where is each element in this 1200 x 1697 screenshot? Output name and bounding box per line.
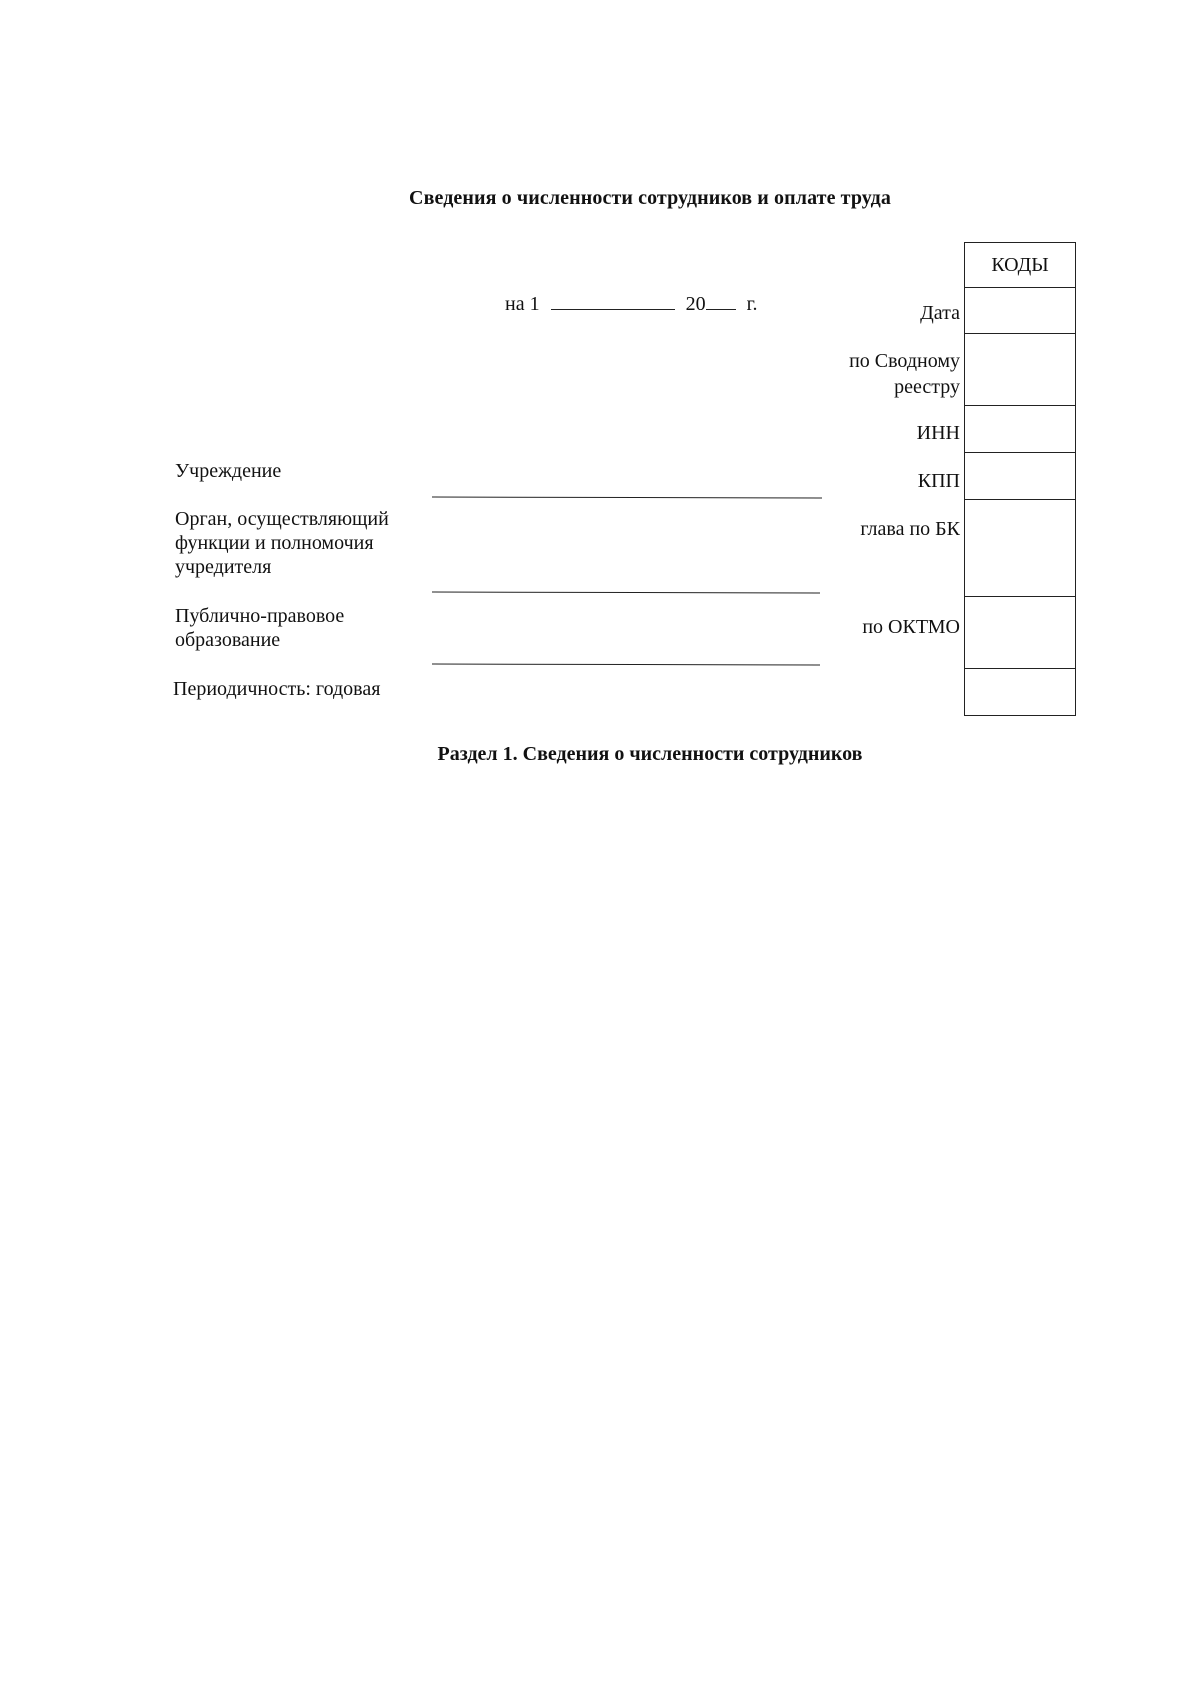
date-suffix: г. bbox=[746, 293, 758, 315]
code-cell-oktmo[interactable] bbox=[964, 596, 1076, 670]
field-line-founder[interactable] bbox=[432, 591, 820, 593]
field-label-public-entity-line1: Публично-правовое bbox=[175, 605, 345, 627]
code-cell-extra[interactable] bbox=[964, 668, 1076, 716]
code-label-bk-chapter: глава по БК bbox=[860, 518, 960, 540]
field-label-founder-line3: учредителя bbox=[175, 556, 272, 578]
code-cell-bk-chapter[interactable] bbox=[964, 499, 1076, 598]
codes-header: КОДЫ bbox=[964, 242, 1076, 289]
field-label-public-entity-line2: образование bbox=[175, 629, 281, 651]
date-prefix: на 1 bbox=[505, 293, 540, 315]
field-line-institution[interactable] bbox=[432, 496, 822, 498]
field-label-founder-line1: Орган, осуществляющий bbox=[175, 508, 389, 530]
code-cell-kpp[interactable] bbox=[964, 452, 1076, 501]
section-title: Раздел 1. Сведения о численности сотрудников bbox=[437, 743, 863, 765]
code-label-inn: ИНН bbox=[916, 422, 960, 444]
field-label-founder-line2: функции и полномочия bbox=[175, 532, 374, 554]
code-cell-registry[interactable] bbox=[964, 333, 1076, 407]
date-year-prefix: 20 bbox=[685, 293, 706, 315]
field-label-institution: Учреждение bbox=[175, 460, 282, 482]
code-label-date: Дата bbox=[920, 302, 960, 324]
code-label-registry-line1: по Сводному bbox=[849, 350, 960, 372]
date-day-month-blank[interactable] bbox=[551, 293, 675, 310]
field-label-periodicity: Периодичность: годовая bbox=[173, 678, 381, 700]
code-label-kpp: КПП bbox=[917, 470, 960, 492]
report-date-line bbox=[505, 293, 758, 316]
document-title: Сведения о численности сотрудников и оплате труда bbox=[409, 187, 891, 209]
field-line-public-entity[interactable] bbox=[432, 663, 820, 665]
code-cell-inn[interactable] bbox=[964, 405, 1076, 454]
date-year-blank[interactable] bbox=[706, 293, 736, 310]
code-cell-date[interactable] bbox=[964, 287, 1076, 335]
code-label-oktmo: по ОКТМО bbox=[862, 616, 960, 638]
code-label-registry-line2: реестру bbox=[894, 376, 960, 398]
